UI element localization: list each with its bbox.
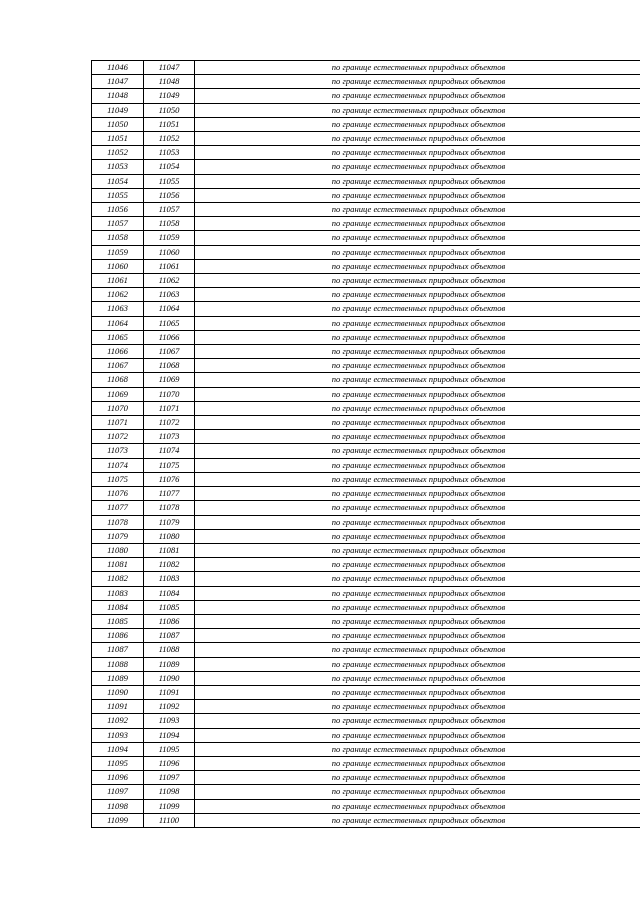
from-point-cell: 11074 <box>92 458 144 472</box>
table-row <box>92 813 640 827</box>
boundary-description-cell: по границе естественных природных объектов <box>195 89 640 103</box>
boundary-description-cell: по границе естественных природных объектов <box>195 728 640 742</box>
to-point-cell: 11064 <box>144 302 195 316</box>
table-row <box>92 614 640 628</box>
to-point-cell: 11086 <box>144 614 195 628</box>
boundary-description-cell: по границе естественных природных объектов <box>195 444 640 458</box>
table-row <box>92 515 640 529</box>
table-row <box>92 330 640 344</box>
to-point-cell: 11092 <box>144 700 195 714</box>
to-point-cell: 11065 <box>144 316 195 330</box>
from-point-cell: 11065 <box>92 330 144 344</box>
from-point-cell: 11092 <box>92 714 144 728</box>
from-point-cell: 11082 <box>92 572 144 586</box>
table-row <box>92 132 640 146</box>
boundary-description-cell: по границе естественных природных объектов <box>195 174 640 188</box>
table-row <box>92 529 640 543</box>
boundary-description-cell: по границе естественных природных объектов <box>195 543 640 557</box>
from-point-cell: 11056 <box>92 203 144 217</box>
boundary-description-cell: по границе естественных природных объектов <box>195 614 640 628</box>
boundary-description-cell: по границе естественных природных объектов <box>195 316 640 330</box>
table-row <box>92 401 640 415</box>
to-point-cell: 11068 <box>144 359 195 373</box>
table-row <box>92 245 640 259</box>
to-point-cell: 11056 <box>144 188 195 202</box>
to-point-cell: 11047 <box>144 61 195 75</box>
from-point-cell: 11054 <box>92 174 144 188</box>
to-point-cell: 11077 <box>144 487 195 501</box>
table-row <box>92 572 640 586</box>
from-point-cell: 11060 <box>92 259 144 273</box>
to-point-cell: 11071 <box>144 401 195 415</box>
from-point-cell: 11062 <box>92 288 144 302</box>
table-row <box>92 430 640 444</box>
table-row <box>92 288 640 302</box>
to-point-cell: 11076 <box>144 472 195 486</box>
table-row <box>92 259 640 273</box>
table-row <box>92 558 640 572</box>
to-point-cell: 11082 <box>144 558 195 572</box>
from-point-cell: 11076 <box>92 487 144 501</box>
from-point-cell: 11057 <box>92 217 144 231</box>
table-row <box>92 543 640 557</box>
from-point-cell: 11089 <box>92 671 144 685</box>
to-point-cell: 11066 <box>144 330 195 344</box>
from-point-cell: 11050 <box>92 117 144 131</box>
from-point-cell: 11051 <box>92 132 144 146</box>
from-point-cell: 11049 <box>92 103 144 117</box>
table-row <box>92 373 640 387</box>
boundary-description-cell: по границе естественных природных объектов <box>195 416 640 430</box>
boundary-description-cell: по границе естественных природных объектов <box>195 586 640 600</box>
from-point-cell: 11047 <box>92 75 144 89</box>
boundary-description-cell: по границе естественных природных объектов <box>195 373 640 387</box>
boundary-description-cell: по границе естественных природных объектов <box>195 387 640 401</box>
from-point-cell: 11063 <box>92 302 144 316</box>
from-point-cell: 11066 <box>92 345 144 359</box>
from-point-cell: 11099 <box>92 813 144 827</box>
from-point-cell: 11068 <box>92 373 144 387</box>
boundary-description-cell: по границе естественных природных объектов <box>195 629 640 643</box>
table-row <box>92 75 640 89</box>
to-point-cell: 11093 <box>144 714 195 728</box>
boundary-description-cell: по границе естественных природных объектов <box>195 217 640 231</box>
table-row <box>92 160 640 174</box>
from-point-cell: 11079 <box>92 529 144 543</box>
table-row <box>92 203 640 217</box>
to-point-cell: 11091 <box>144 685 195 699</box>
boundary-description-cell: по границе естественных природных объектов <box>195 643 640 657</box>
boundary-description-cell: по границе естественных природных объектов <box>195 245 640 259</box>
boundary-description-cell: по границе естественных природных объектов <box>195 259 640 273</box>
boundary-description-cell: по границе естественных природных объектов <box>195 430 640 444</box>
to-point-cell: 11088 <box>144 643 195 657</box>
table-row <box>92 487 640 501</box>
table-row <box>92 643 640 657</box>
from-point-cell: 11048 <box>92 89 144 103</box>
from-point-cell: 11046 <box>92 61 144 75</box>
from-point-cell: 11085 <box>92 614 144 628</box>
table-row <box>92 458 640 472</box>
boundary-description-cell: по границе естественных природных объектов <box>195 359 640 373</box>
table-row <box>92 316 640 330</box>
table-row <box>92 771 640 785</box>
table-row <box>92 629 640 643</box>
from-point-cell: 11097 <box>92 785 144 799</box>
from-point-cell: 11084 <box>92 600 144 614</box>
to-point-cell: 11051 <box>144 117 195 131</box>
to-point-cell: 11078 <box>144 501 195 515</box>
from-point-cell: 11067 <box>92 359 144 373</box>
to-point-cell: 11057 <box>144 203 195 217</box>
table-row <box>92 742 640 756</box>
table-row <box>92 586 640 600</box>
table-row <box>92 799 640 813</box>
to-point-cell: 11073 <box>144 430 195 444</box>
boundary-description-cell: по границе естественных природных объектов <box>195 799 640 813</box>
boundary-description-cell: по границе естественных природных объектов <box>195 487 640 501</box>
from-point-cell: 11094 <box>92 742 144 756</box>
boundary-description-cell: по границе естественных природных объектов <box>195 700 640 714</box>
table-row <box>92 345 640 359</box>
from-point-cell: 11093 <box>92 728 144 742</box>
boundary-description-cell: по границе естественных природных объектов <box>195 657 640 671</box>
boundary-description-cell: по границе естественных природных объектов <box>195 103 640 117</box>
table-row <box>92 416 640 430</box>
boundary-description-cell: по границе естественных природных объектов <box>195 558 640 572</box>
from-point-cell: 11052 <box>92 146 144 160</box>
table-row <box>92 700 640 714</box>
boundary-description-cell: по границе естественных природных объектов <box>195 401 640 415</box>
boundary-description-cell: по границе естественных природных объектов <box>195 515 640 529</box>
from-point-cell: 11058 <box>92 231 144 245</box>
table-row <box>92 103 640 117</box>
to-point-cell: 11063 <box>144 288 195 302</box>
table-row <box>92 785 640 799</box>
table-body <box>92 61 640 828</box>
from-point-cell: 11069 <box>92 387 144 401</box>
to-point-cell: 11085 <box>144 600 195 614</box>
boundary-points-table <box>91 60 640 828</box>
table-row <box>92 728 640 742</box>
from-point-cell: 11073 <box>92 444 144 458</box>
boundary-description-cell: по границе естественных природных объектов <box>195 771 640 785</box>
to-point-cell: 11074 <box>144 444 195 458</box>
boundary-description-cell: по границе естественных природных объектов <box>195 288 640 302</box>
from-point-cell: 11077 <box>92 501 144 515</box>
boundary-description-cell: по границе естественных природных объектов <box>195 472 640 486</box>
from-point-cell: 11090 <box>92 685 144 699</box>
table-row <box>92 657 640 671</box>
from-point-cell: 11071 <box>92 416 144 430</box>
to-point-cell: 11100 <box>144 813 195 827</box>
table-row <box>92 472 640 486</box>
boundary-description-cell: по границе естественных природных объектов <box>195 756 640 770</box>
to-point-cell: 11061 <box>144 259 195 273</box>
boundary-description-cell: по границе естественных природных объектов <box>195 685 640 699</box>
boundary-description-cell: по границе естественных природных объектов <box>195 501 640 515</box>
from-point-cell: 11064 <box>92 316 144 330</box>
boundary-description-cell: по границе естественных природных объектов <box>195 231 640 245</box>
boundary-description-cell: по границе естественных природных объектов <box>195 203 640 217</box>
table-row <box>92 274 640 288</box>
boundary-description-cell: по границе естественных природных объектов <box>195 345 640 359</box>
table-row <box>92 387 640 401</box>
table-row <box>92 231 640 245</box>
from-point-cell: 11053 <box>92 160 144 174</box>
table-row <box>92 685 640 699</box>
to-point-cell: 11079 <box>144 515 195 529</box>
to-point-cell: 11070 <box>144 387 195 401</box>
table-row <box>92 188 640 202</box>
from-point-cell: 11075 <box>92 472 144 486</box>
from-point-cell: 11087 <box>92 643 144 657</box>
table-row <box>92 89 640 103</box>
from-point-cell: 11080 <box>92 543 144 557</box>
from-point-cell: 11083 <box>92 586 144 600</box>
boundary-description-cell: по границе естественных природных объектов <box>195 458 640 472</box>
to-point-cell: 11075 <box>144 458 195 472</box>
table-row <box>92 671 640 685</box>
from-point-cell: 11091 <box>92 700 144 714</box>
table-row <box>92 117 640 131</box>
to-point-cell: 11099 <box>144 799 195 813</box>
to-point-cell: 11090 <box>144 671 195 685</box>
to-point-cell: 11094 <box>144 728 195 742</box>
to-point-cell: 11067 <box>144 345 195 359</box>
boundary-description-cell: по границе естественных природных объектов <box>195 572 640 586</box>
from-point-cell: 11078 <box>92 515 144 529</box>
to-point-cell: 11097 <box>144 771 195 785</box>
from-point-cell: 11081 <box>92 558 144 572</box>
to-point-cell: 11069 <box>144 373 195 387</box>
table-row <box>92 302 640 316</box>
from-point-cell: 11070 <box>92 401 144 415</box>
table-row <box>92 174 640 188</box>
to-point-cell: 11048 <box>144 75 195 89</box>
boundary-description-cell: по границе естественных природных объектов <box>195 188 640 202</box>
boundary-description-cell: по границе естественных природных объектов <box>195 785 640 799</box>
to-point-cell: 11055 <box>144 174 195 188</box>
boundary-description-cell: по границе естественных природных объектов <box>195 61 640 75</box>
boundary-description-cell: по границе естественных природных объектов <box>195 529 640 543</box>
to-point-cell: 11095 <box>144 742 195 756</box>
to-point-cell: 11054 <box>144 160 195 174</box>
to-point-cell: 11050 <box>144 103 195 117</box>
boundary-description-cell: по границе естественных природных объектов <box>195 160 640 174</box>
to-point-cell: 11089 <box>144 657 195 671</box>
to-point-cell: 11049 <box>144 89 195 103</box>
to-point-cell: 11053 <box>144 146 195 160</box>
to-point-cell: 11087 <box>144 629 195 643</box>
to-point-cell: 11083 <box>144 572 195 586</box>
to-point-cell: 11096 <box>144 756 195 770</box>
table-row <box>92 146 640 160</box>
boundary-description-cell: по границе естественных природных объектов <box>195 671 640 685</box>
from-point-cell: 11098 <box>92 799 144 813</box>
table-row <box>92 61 640 75</box>
to-point-cell: 11081 <box>144 543 195 557</box>
to-point-cell: 11072 <box>144 416 195 430</box>
from-point-cell: 11061 <box>92 274 144 288</box>
to-point-cell: 11098 <box>144 785 195 799</box>
table-row <box>92 217 640 231</box>
table-row <box>92 444 640 458</box>
from-point-cell: 11088 <box>92 657 144 671</box>
from-point-cell: 11095 <box>92 756 144 770</box>
to-point-cell: 11052 <box>144 132 195 146</box>
boundary-description-cell: по границе естественных природных объектов <box>195 600 640 614</box>
from-point-cell: 11096 <box>92 771 144 785</box>
boundary-description-cell: по границе естественных природных объектов <box>195 714 640 728</box>
from-point-cell: 11072 <box>92 430 144 444</box>
boundary-description-cell: по границе естественных природных объектов <box>195 302 640 316</box>
to-point-cell: 11062 <box>144 274 195 288</box>
table-row <box>92 359 640 373</box>
table-row <box>92 501 640 515</box>
from-point-cell: 11059 <box>92 245 144 259</box>
to-point-cell: 11060 <box>144 245 195 259</box>
boundary-description-cell: по границе естественных природных объектов <box>195 117 640 131</box>
from-point-cell: 11086 <box>92 629 144 643</box>
boundary-description-cell: по границе естественных природных объектов <box>195 75 640 89</box>
boundary-description-cell: по границе естественных природных объектов <box>195 132 640 146</box>
to-point-cell: 11058 <box>144 217 195 231</box>
boundary-description-cell: по границе естественных природных объектов <box>195 274 640 288</box>
boundary-description-cell: по границе естественных природных объектов <box>195 146 640 160</box>
boundary-description-cell: по границе естественных природных объектов <box>195 330 640 344</box>
to-point-cell: 11080 <box>144 529 195 543</box>
to-point-cell: 11084 <box>144 586 195 600</box>
table-row <box>92 756 640 770</box>
table-row <box>92 714 640 728</box>
boundary-description-cell: по границе естественных природных объектов <box>195 742 640 756</box>
table-row <box>92 600 640 614</box>
from-point-cell: 11055 <box>92 188 144 202</box>
boundary-description-cell: по границе естественных природных объектов <box>195 813 640 827</box>
to-point-cell: 11059 <box>144 231 195 245</box>
